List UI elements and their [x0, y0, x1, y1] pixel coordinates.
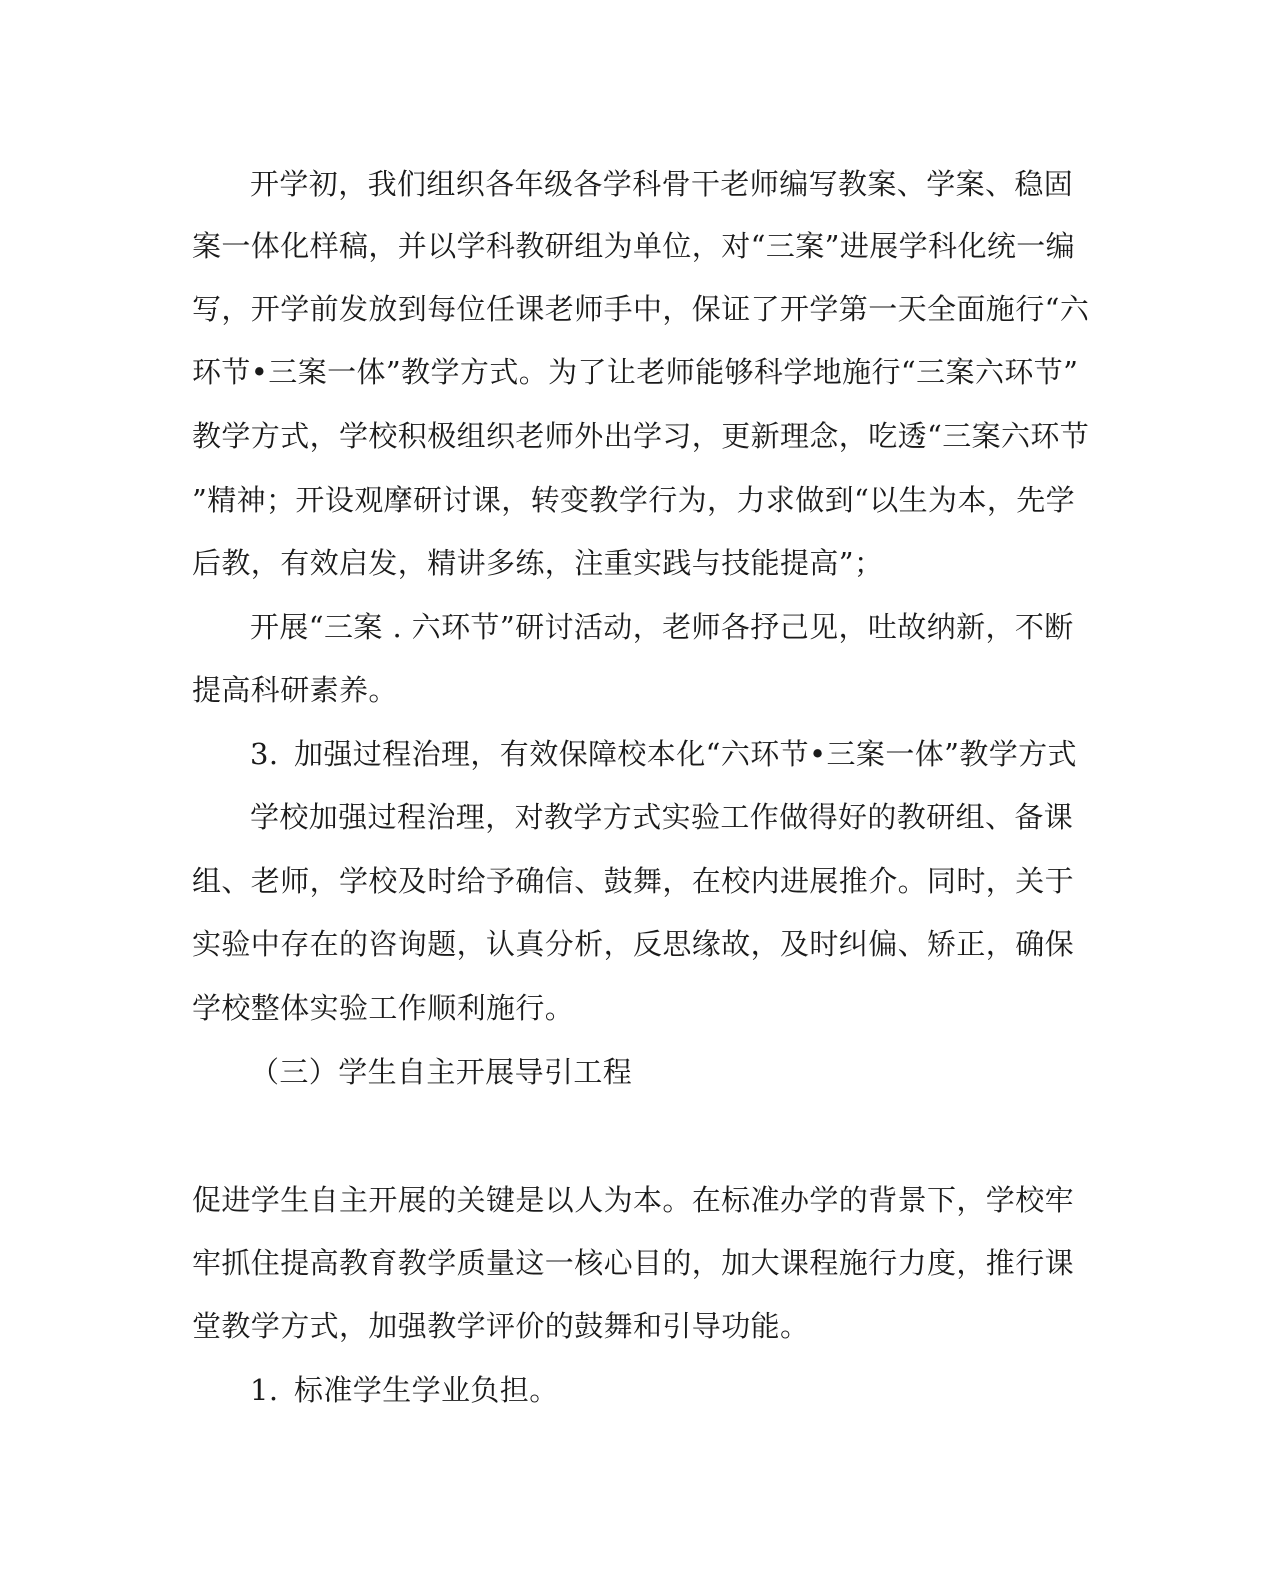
section-heading: （三）学生自主开展导引工程	[250, 1055, 633, 1089]
paragraph-3-line-3: 实验中存在的咨询题，认真分析，反思缘故，及时纠偏、矫正，确保	[192, 927, 1075, 961]
paragraph-1-line-6: ”精神；开设观摩研讨课，转变教学行为，力求做到“以生为本，先学	[192, 483, 1076, 517]
paragraph-3-line-2: 组、老师，学校及时给予确信、鼓舞，在校内进展推介。同时，关于	[192, 864, 1075, 898]
list-number: 1.	[250, 1373, 279, 1407]
paragraph-2-line-2: 提高科研素养。	[192, 673, 398, 707]
paragraph-1-line-5: 教学方式，学校积极组织老师外出学习，更新理念，吃透“三案六环节	[192, 419, 1090, 453]
paragraph-3-line-1: 学校加强过程治理，对教学方式实验工作做得好的教研组、备课	[250, 800, 1074, 834]
list-item-3	[250, 734, 1077, 774]
paragraph-4-line-1: 促进学生自主开展的关键是以人为本。在标准办学的背景下，学校牢	[192, 1183, 1075, 1217]
list-number: 3.	[250, 737, 279, 771]
list-item-1	[250, 1370, 559, 1410]
paragraph-2-line-1: 开展“三案 . 六环节”研讨活动，老师各抒己见，吐故纳新，不断	[250, 610, 1074, 644]
paragraph-1-line-7: 后教，有效启发，精讲多练，注重实践与技能提高”；	[192, 546, 884, 580]
paragraph-4-line-2: 牢抓住提高教育教学质量这一核心目的，加大课程施行力度，推行课	[192, 1246, 1075, 1280]
paragraph-3-line-4: 学校整体实验工作顺利施行。	[192, 991, 575, 1025]
list-item-text: 标准学生学业负担。	[294, 1373, 559, 1407]
paragraph-1-line-3: 写，开学前发放到每位任课老师手中，保证了开学第一天全面施行“六	[192, 292, 1090, 326]
paragraph-4-line-3: 堂教学方式，加强教学评价的鼓舞和引导功能。	[192, 1309, 810, 1343]
paragraph-1-line-1: 开学初，我们组织各年级各学科骨干老师编写教案、学案、稳固	[250, 167, 1074, 201]
list-item-text: 加强过程治理，有效保障校本化“六环节•三案一体”教学方式	[294, 737, 1077, 771]
paragraph-1-line-4: 环节•三案一体”教学方式。为了让老师能够科学地施行“三案六环节”	[192, 355, 1079, 389]
paragraph-1-line-2: 案一体化样稿，并以学科教研组为单位，对“三案”进展学科化统一编	[192, 229, 1076, 263]
